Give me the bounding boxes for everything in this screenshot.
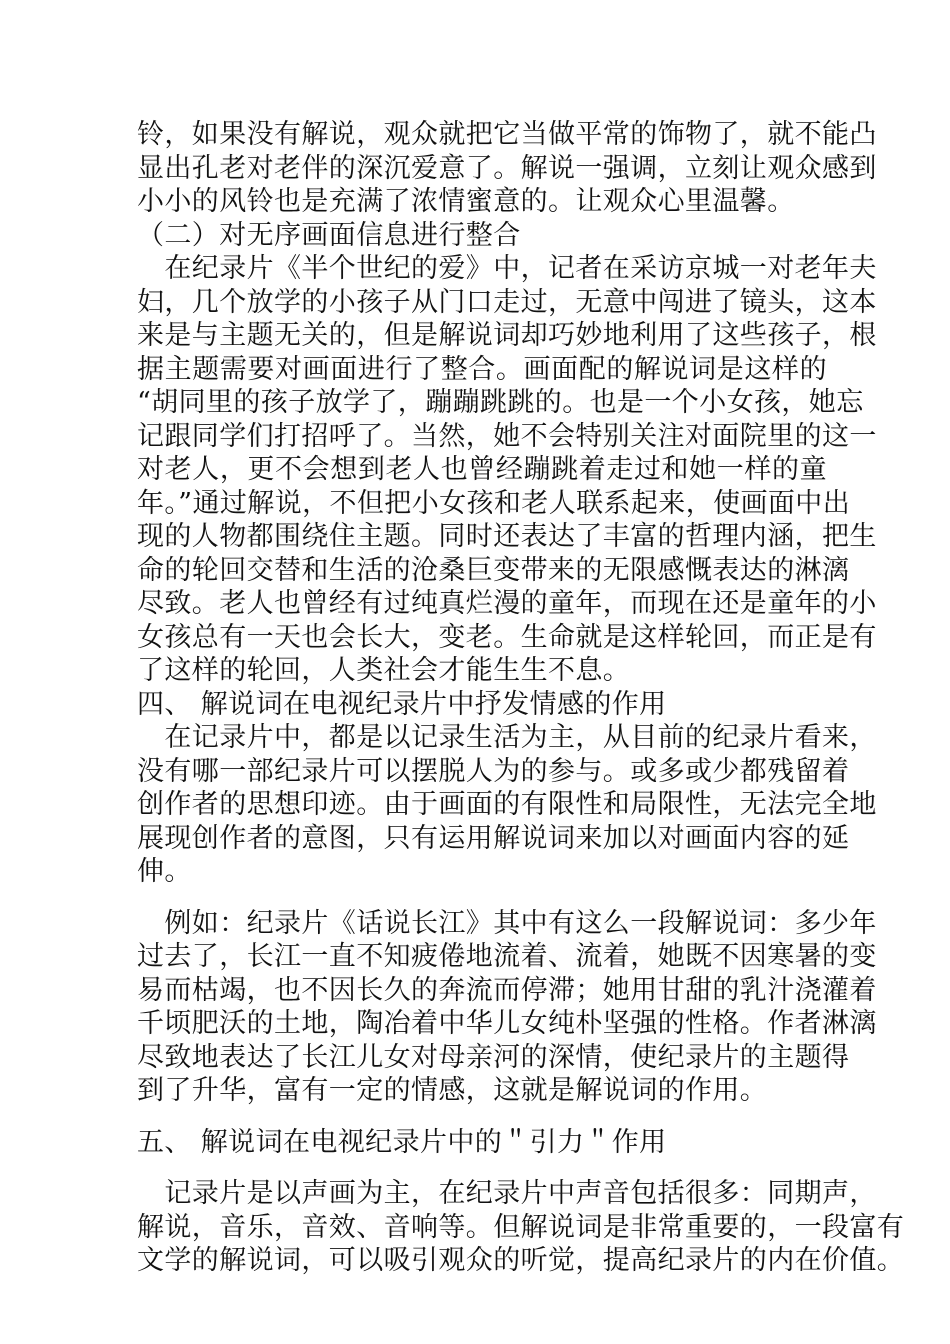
text-line: 千顷肥沃的土地，陶冶着中华儿女纯朴坚强的性格。作者淋漓 (137, 1008, 877, 1039)
section-heading: 四、 解说词在电视纪录片中抒发情感的作用 (137, 688, 667, 720)
text-line: 尽致地表达了长江儿女对母亲河的深情，使纪录片的主题得 (137, 1041, 850, 1073)
paragraph-gap (137, 889, 827, 907)
paragraph-gap (137, 1108, 827, 1126)
text-line: 了这样的轮回，人类社会才能生生不息。 (137, 655, 631, 686)
document-body (137, 118, 905, 1278)
section-heading: 五、 解说词在电视纪录片中的＂引力＂作用 (137, 1126, 667, 1158)
text-line: “胡同里的孩子放学了，蹦蹦跳跳的。也是一个小女孩，她忘 (137, 387, 864, 418)
text-line: 命的轮回交替和生活的沧桑巨变带来的无限感慨表达的淋漓 (137, 554, 850, 586)
text-line: 解说，音乐，音效、音响等。但解说词是非常重要的，一段富有 (137, 1211, 905, 1243)
text-line: 展现创作者的意图，只有运用解说词来加以对画面内容的延 (137, 822, 850, 854)
text-line: 来是与主题无关的，但是解说词却巧妙地利用了这些孩子，根 (137, 320, 877, 351)
text-line: 显出孔老对老伴的深沉爱意了。解说一强调，立刻让观众感到 (137, 152, 877, 184)
text-line: 到了升华，富有一定的情感，这就是解说词的作用。 (137, 1075, 768, 1106)
text-line: 小小的风铃也是充满了浓情蜜意的。让观众心里温馨。 (137, 186, 795, 217)
section-heading: （二）对无序画面信息进行整合 (137, 219, 521, 251)
text-line: 对老人，更不会想到老人也曾经蹦跳着走过和她一样的童 (137, 454, 827, 485)
text-line: 易而枯竭，也不因长久的奔流而停滞；她用甘甜的乳汁浇灌着 (137, 974, 877, 1006)
paragraph-gap (137, 1159, 827, 1177)
text-line: 在记录片中，都是以记录生活为主，从目前的纪录片看来， (137, 722, 877, 753)
text-line: 铃，如果没有解说，观众就把它当做平常的饰物了，就不能凸 (137, 119, 877, 150)
text-line: 伸。 (137, 856, 192, 887)
text-line: 记录片是以声画为主，在纪录片中声音包括很多：同期声， (137, 1178, 877, 1209)
text-line: 创作者的思想印迹。由于画面的有限性和局限性，无法完全地 (137, 789, 877, 820)
text-line: 文学的解说词，可以吸引观众的听觉，提高纪录片的内在价值。 (137, 1245, 905, 1276)
text-line: 例如：纪录片《话说长江》其中有这么一段解说词：多少年 (137, 907, 877, 939)
text-line: 女孩总有一天也会长大，变老。生命就是这样轮回，而正是有 (137, 621, 877, 653)
text-line: 在纪录片《半个世纪的爱》中，记者在采访京城一对老年夫 (137, 253, 877, 284)
text-line: 据主题需要对画面进行了整合。画面配的解说词是这样的 (137, 353, 827, 385)
text-line: 妇，几个放学的小孩子从门口走过，无意中闯进了镜头，这本 (137, 286, 877, 318)
text-line: 记跟同学们打招呼了。当然，她不会特别关注对面院里的这一 (137, 420, 877, 452)
text-line: 没有哪一部纪录片可以摆脱人为的参与。或多或少都残留着 (137, 755, 850, 787)
text-line: 尽致。老人也曾经有过纯真烂漫的童年，而现在还是童年的小 (137, 588, 877, 619)
text-line: 现的人物都围绕住主题。同时还表达了丰富的哲理内涵，把生 (137, 521, 877, 552)
text-line: 过去了，长江一直不知疲倦地流着、流着，她既不因寒暑的变 (137, 941, 877, 972)
text-line: 年。”通过解说，不但把小女孩和老人联系起来，使画面中出 (137, 487, 851, 519)
